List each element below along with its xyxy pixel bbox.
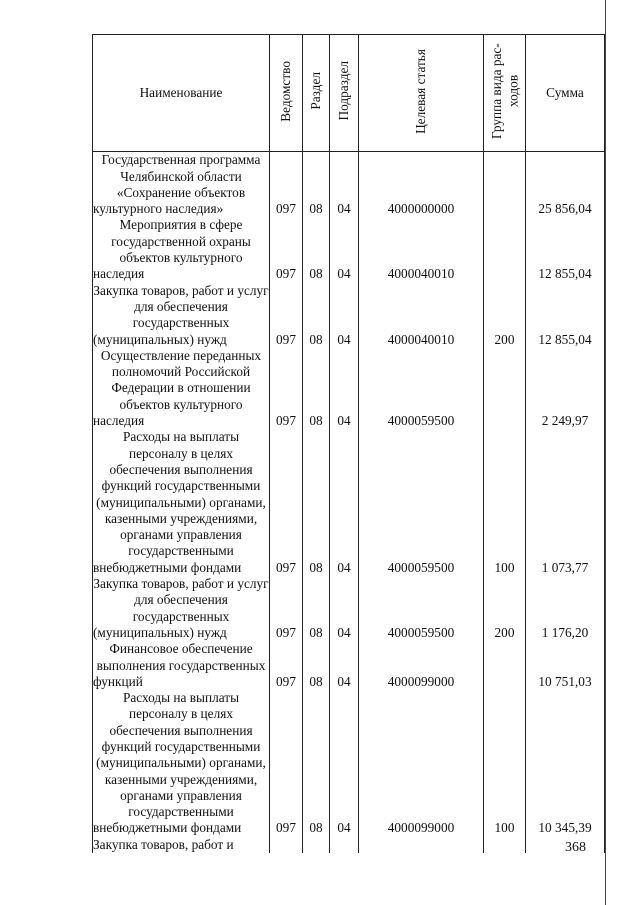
cell-dept: 097 — [270, 576, 303, 641]
cell-target: 4000059500 — [359, 576, 484, 641]
budget-table — [92, 34, 605, 853]
cell-subsection: 04 — [330, 576, 359, 641]
cell-target — [359, 837, 484, 853]
cell-subsection: 04 — [330, 690, 359, 837]
cell-sum: 25 856,04 — [526, 152, 605, 218]
cell-target: 4000040010 — [359, 217, 484, 282]
cell-name: Осуществление переданных полномочий Российской Федерации в отношении объектов культурного наследия — [93, 348, 270, 429]
cell-sum: 10 751,03 — [526, 641, 605, 690]
table-row — [93, 837, 605, 853]
cell-section: 08 — [303, 348, 330, 429]
cell-section: 08 — [303, 152, 330, 218]
table-row — [93, 152, 605, 218]
table-row — [93, 217, 605, 282]
cell-name: Расходы на выплаты персоналу в целях обеспечения выполнения функций государственными (муниципальными) органами, казенными учреждениями, органами управления государственными внебюджетными фондами — [93, 429, 270, 576]
cell-target: 4000040010 — [359, 283, 484, 348]
cell-dept: 097 — [270, 152, 303, 218]
cell-section: 08 — [303, 217, 330, 282]
header-subsection: Подраздел — [330, 35, 359, 152]
page-number: 368 — [565, 840, 586, 855]
cell-group — [484, 641, 526, 690]
cell-group — [484, 837, 526, 853]
page-edge-line — [605, 0, 606, 905]
cell-sum: 10 345,39 — [526, 690, 605, 837]
cell-section — [303, 837, 330, 853]
table-header-row — [93, 35, 605, 152]
cell-subsection: 04 — [330, 152, 359, 218]
cell-name: Финансовое обеспечение выполнения государственных функций — [93, 641, 270, 690]
table-row — [93, 429, 605, 576]
table-row — [93, 690, 605, 837]
table-row — [93, 283, 605, 348]
cell-group — [484, 217, 526, 282]
cell-dept: 097 — [270, 429, 303, 576]
cell-target: 4000059500 — [359, 429, 484, 576]
cell-subsection — [330, 837, 359, 853]
cell-dept: 097 — [270, 283, 303, 348]
cell-name: Закупка товаров, работ и услуг для обеспечения государственных (муниципальных) нужд — [93, 282, 269, 347]
cell-dept: 097 — [270, 217, 303, 282]
cell-name: Мероприятия в сфере государственной охраны объектов культурного наследия — [93, 217, 270, 282]
cell-sum: 12 855,04 — [526, 283, 605, 348]
cell-subsection: 04 — [330, 429, 359, 576]
cell-subsection: 04 — [330, 217, 359, 282]
header-dept: Ведомство — [270, 35, 303, 152]
cell-target: 4000000000 — [359, 152, 484, 218]
cell-dept — [270, 837, 303, 853]
cell-group — [484, 152, 526, 218]
cell-subsection: 04 — [330, 283, 359, 348]
cell-sum: 12 855,04 — [526, 217, 605, 282]
cell-section: 08 — [303, 690, 330, 837]
cell-target: 4000059500 — [359, 348, 484, 429]
cell-name: Закупка товаров, работ и — [93, 837, 270, 853]
cell-name: Закупка товаров, работ и услуг для обеспечения государственных (муниципальных) нужд — [93, 576, 269, 640]
cell-section: 08 — [303, 641, 330, 690]
cell-sum: 1 176,20 — [526, 576, 605, 641]
table-row — [93, 348, 605, 429]
cell-section: 08 — [303, 576, 330, 641]
cell-group: 100 — [484, 690, 526, 837]
table-row — [93, 641, 605, 690]
cell-sum: 2 249,97 — [526, 348, 605, 429]
cell-dept: 097 — [270, 348, 303, 429]
table-row — [93, 576, 605, 641]
cell-sum: 1 073,77 — [526, 429, 605, 576]
header-group: Группа вида рас-ходов — [484, 35, 526, 152]
header-section: Раздел — [303, 35, 330, 152]
cell-section: 08 — [303, 283, 330, 348]
cell-section: 08 — [303, 429, 330, 576]
cell-target: 4000099000 — [359, 690, 484, 837]
cell-group — [484, 348, 526, 429]
cell-group: 200 — [484, 283, 526, 348]
cell-name: Государственная программа Челябинской области «Сохранение объектов культурного наследия» — [93, 152, 270, 218]
header-sum: Сумма — [526, 35, 605, 152]
cell-name: Расходы на выплаты персоналу в целях обеспечения выполнения функций государственными (муниципальными) органами, казенными учреждениями, органами управления государственными внебюджетными фондами — [93, 690, 270, 837]
header-name: Наименование — [93, 35, 270, 152]
cell-dept: 097 — [270, 641, 303, 690]
cell-dept: 097 — [270, 690, 303, 837]
cell-subsection: 04 — [330, 348, 359, 429]
cell-subsection: 04 — [330, 641, 359, 690]
cell-group: 200 — [484, 576, 526, 641]
header-target: Целевая статья — [359, 35, 484, 152]
cell-target: 4000099000 — [359, 641, 484, 690]
cell-group: 100 — [484, 429, 526, 576]
